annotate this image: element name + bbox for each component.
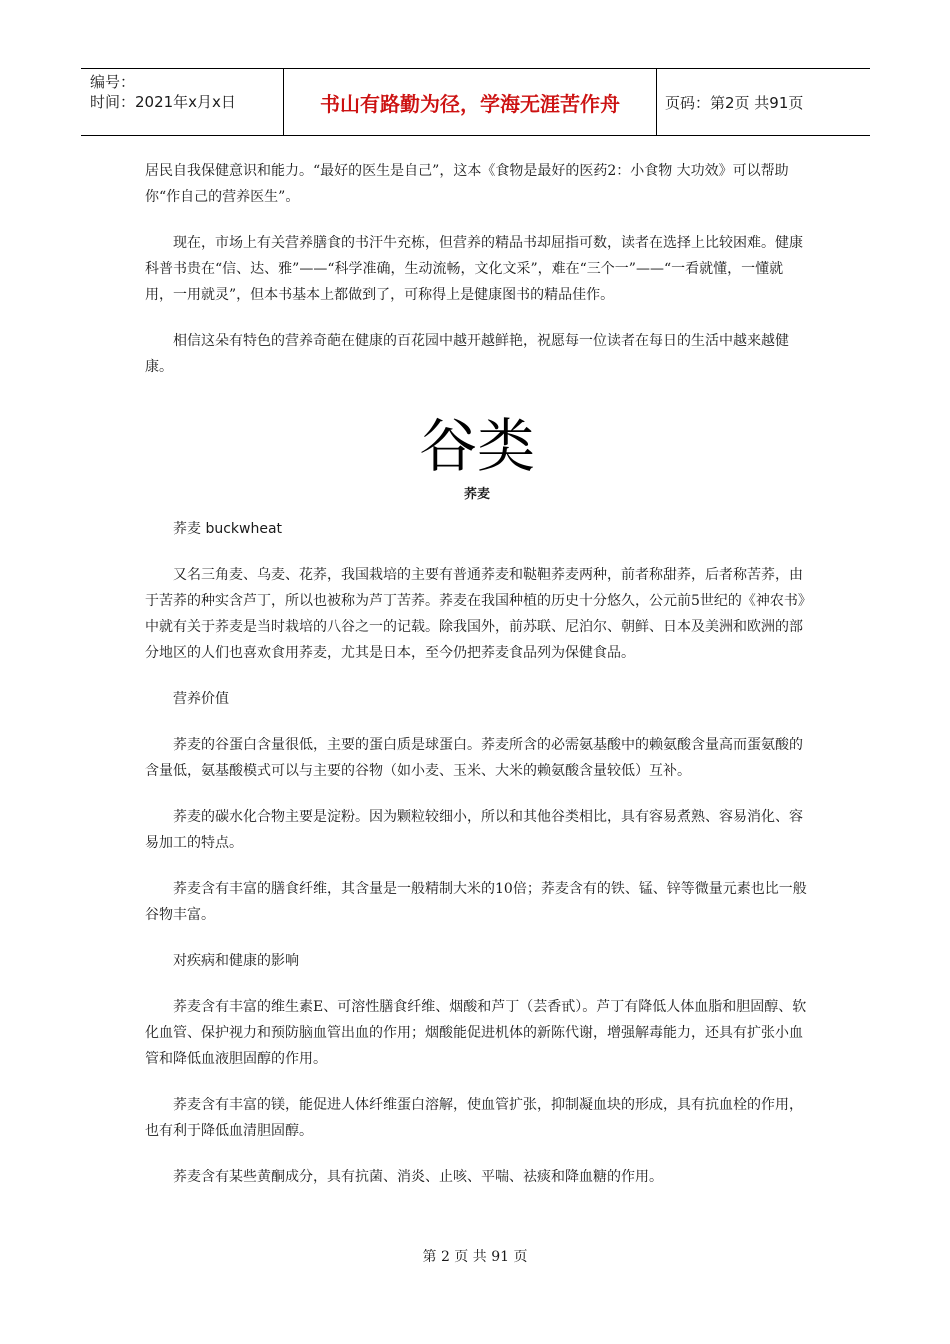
page-content	[145, 158, 809, 1190]
intro-paragraph-2: 现在，市场上有关营养膳食的书汗牛充栋，但营养的精品书却屈指可数，读者在选择上比较困难。健康科普书贵在“信、达、雅”——“科学准确，生动流畅，文化文采”，难在“三个一”——“一看就懂，一懂就用，一用就灵”，但本书基本上都做到了，可称得上是健康图书的精品佳作。	[145, 235, 803, 303]
document-number-label: 编号：	[90, 73, 136, 91]
nutrition-heading: 营养价值	[173, 691, 229, 707]
document-date: 时间：2021年x月x日	[90, 93, 236, 111]
nutrition-paragraph-1: 荞麦的谷蛋白含量很低，主要的蛋白质是球蛋白。荞麦所含的必需氨基酸中的赖氨酸含量高而蛋氨酸的含量低，氨基酸模式可以与主要的谷物（如小麦、玉米、大米的赖氨酸含量较低）互补。	[145, 737, 803, 779]
food-name-line: 荞麦 buckwheat	[173, 521, 283, 537]
health-paragraph-2: 荞麦含有丰富的镁，能促进人体纤维蛋白溶解，使血管扩张，抑制凝血块的形成，具有抗血栓的作用，也有利于降低血清胆固醇。	[145, 1097, 803, 1139]
page-footer: 第 2 页 共 91 页	[422, 1249, 528, 1265]
header-table	[81, 68, 870, 136]
section-title: 谷类	[418, 412, 535, 480]
intro-paragraph-3: 相信这朵有特色的营养奇葩在健康的百花园中越开越鲜艳，祝愿每一位读者在每日的生活中越来越健康。	[145, 333, 789, 375]
nutrition-paragraph-3: 荞麦含有丰富的膳食纤维，其含量是一般精制大米的10倍；荞麦含有的铁、锰、锌等微量元素也比一般谷物丰富。	[145, 881, 807, 923]
section-subtitle: 荞麦	[463, 487, 490, 502]
health-paragraph-3: 荞麦含有某些黄酮成分，具有抗菌、消炎、止咳、平喘、祛痰和降血糖的作用。	[173, 1169, 663, 1185]
nutrition-paragraph-2: 荞麦的碳水化合物主要是淀粉。因为颗粒较细小，所以和其他谷类相比，具有容易煮熟、容易消化、容易加工的特点。	[145, 809, 803, 851]
header-motto: 书山有路勤为径，学海无涯苦作舟	[283, 69, 657, 135]
health-paragraph-1: 荞麦含有丰富的维生素E、可溶性膳食纤维、烟酸和芦丁（芸香甙）。芦丁有降低人体血脂和胆固醇、软化血管、保护视力和预防脑血管出血的作用；烟酸能促进机体的新陈代谢，增强解毒能力，还具有扩张小血管和降低血液胆固醇的作用。	[145, 999, 807, 1067]
intro-paragraph-1: 居民自我保健意识和能力。“最好的医生是自己”，这本《食物是最好的医药2：小食物 大功效》可以帮助你“作自己的营养医生”。	[145, 163, 789, 205]
header-page-info: 页码：第2页 共91页	[665, 93, 804, 112]
header-left-cell	[81, 69, 283, 135]
health-heading: 对疾病和健康的影响	[173, 953, 299, 969]
food-alias-paragraph: 又名三角麦、乌麦、花荞，我国栽培的主要有普通荞麦和鞑靼荞麦两种，前者称甜荞，后者称苦荞，由于苦荞的种实含芦丁，所以也被称为芦丁苦荞。荞麦在我国种植的历史十分悠久，公元前5世纪的《神农书》中就有关于荞麦是当时栽培的八谷之一的记载。除我国外，前苏联、尼泊尔、朝鲜、日本及美洲和欧洲的部分地区的人们也喜欢食用荞麦，尤其是日本，至今仍把荞麦食品列为保健食品。	[145, 567, 805, 661]
